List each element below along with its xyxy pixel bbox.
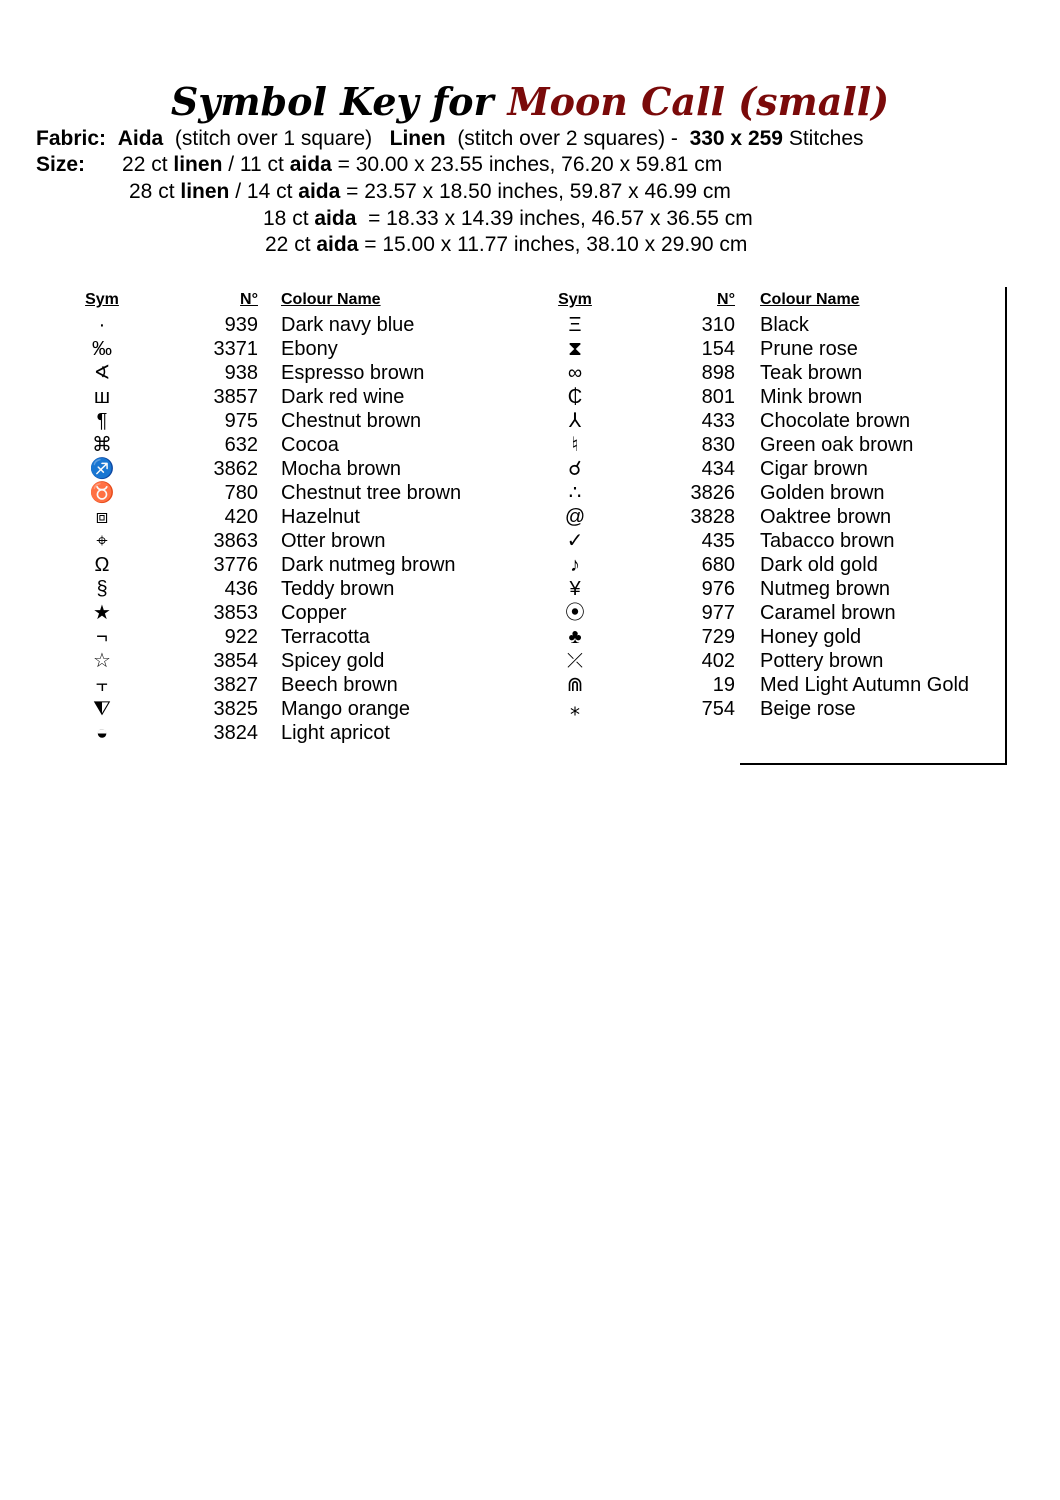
symbol-glyph: Ξ — [568, 314, 582, 336]
colour-name: Golden brown — [760, 482, 885, 504]
colour-name: Beige rose — [760, 698, 856, 720]
symbol-glyph: ⧈ — [95, 506, 109, 528]
table-row — [82, 601, 522, 625]
header-sym: Sym — [85, 291, 119, 308]
floss-number: 830 — [701, 434, 735, 456]
floss-number: 975 — [224, 410, 258, 432]
size-dimensions: = 18.33 x 14.39 inches, 46.57 x 36.55 cm — [362, 207, 753, 230]
colour-name: Mango orange — [281, 698, 410, 720]
table-row — [82, 721, 522, 745]
table-row — [555, 649, 1010, 673]
header-colour-name: Colour Name — [760, 291, 860, 308]
colour-name: Spicey gold — [281, 650, 385, 672]
table-border-right — [1005, 287, 1007, 765]
floss-number: 434 — [701, 458, 735, 480]
table-row — [82, 553, 522, 577]
table-row — [555, 337, 1010, 361]
title-prefix: Symbol Key for — [170, 79, 494, 124]
table-row — [82, 457, 522, 481]
table-row — [82, 361, 522, 385]
symbol-glyph: ¶ — [96, 410, 108, 432]
table-row — [555, 409, 1010, 433]
stitch-count: 330 x 259 — [689, 127, 783, 150]
fabric-line — [36, 126, 864, 152]
colour-name: Dark navy blue — [281, 314, 415, 336]
size-fabric: aida — [316, 233, 359, 256]
table-row — [555, 577, 1010, 601]
symbol-glyph: ♣ — [568, 626, 582, 648]
table-row — [555, 505, 1010, 529]
symbol-glyph: ♮ — [571, 434, 579, 456]
table-row — [82, 409, 522, 433]
fabric-aida: Aida — [117, 127, 164, 150]
symbol-glyph: ⋒ — [566, 674, 584, 696]
colour-name: Chestnut tree brown — [281, 482, 462, 504]
colour-name: Teddy brown — [281, 578, 395, 600]
colour-name: Prune rose — [760, 338, 858, 360]
floss-number: 420 — [224, 506, 258, 528]
colour-name: Copper — [281, 602, 347, 624]
table-row — [82, 673, 522, 697]
table-row — [82, 433, 522, 457]
floss-number: 3853 — [213, 602, 258, 624]
symbol-glyph: ⦿ — [565, 602, 585, 624]
floss-number: 939 — [224, 314, 258, 336]
header-number: N° — [717, 291, 735, 308]
symbol-glyph: · — [98, 314, 106, 336]
size-dimensions: = 15.00 x 11.77 inches, 38.10 x 29.90 cm — [364, 233, 748, 256]
table-border-bottom — [740, 763, 1007, 765]
size-count: 28 ct — [129, 180, 175, 203]
table-header — [82, 289, 522, 313]
symbol-glyph: Ω — [94, 554, 110, 576]
colour-name: Med Light Autumn Gold — [760, 674, 970, 696]
colour-name: Green oak brown — [760, 434, 914, 456]
table-row — [555, 601, 1010, 625]
size-dimensions: = 30.00 x 23.55 inches, 76.20 x 59.81 cm — [337, 153, 723, 176]
table-row — [82, 313, 522, 337]
symbol-glyph: ◒ — [95, 722, 109, 744]
symbol-glyph: ∴ — [568, 482, 582, 504]
colour-name: Espresso brown — [281, 362, 425, 384]
header-colour-name: Colour Name — [281, 291, 381, 308]
symbol-glyph: ‰ — [92, 338, 112, 360]
floss-number: 801 — [701, 386, 735, 408]
floss-number: 3854 — [213, 650, 258, 672]
table-header — [555, 289, 1010, 313]
floss-number: 3826 — [690, 482, 735, 504]
table-row — [82, 385, 522, 409]
floss-number: 729 — [701, 626, 735, 648]
floss-number: 310 — [701, 314, 735, 336]
floss-number: 3827 — [213, 674, 258, 696]
size-count: / 11 ct — [228, 153, 284, 176]
size-count: / 14 ct — [235, 180, 293, 203]
symbol-glyph: ⅄ — [568, 410, 582, 432]
colour-name: Mocha brown — [281, 458, 402, 480]
colour-name: Caramel brown — [760, 602, 896, 624]
pattern-name: Moon Call (small) — [507, 79, 890, 124]
table-row — [555, 361, 1010, 385]
symbol-glyph: ⌘ — [92, 434, 112, 456]
fabric-label: Fabric: — [36, 127, 107, 150]
symbol-glyph: § — [96, 578, 108, 600]
symbol-glyph: ☆ — [93, 650, 111, 672]
size-fabric: aida — [314, 207, 357, 230]
colour-name: Oaktree brown — [760, 506, 892, 528]
colour-name: Chestnut brown — [281, 410, 422, 432]
table-row — [82, 481, 522, 505]
size-fabric: linen — [180, 180, 230, 203]
symbol-glyph: ¥ — [569, 578, 581, 600]
size-line-1 — [36, 152, 722, 178]
floss-number: 938 — [224, 362, 258, 384]
fabric-linen: Linen — [389, 127, 446, 150]
symbol-glyph: ★ — [93, 602, 111, 624]
floss-number: 898 — [701, 362, 735, 384]
table-row — [82, 529, 522, 553]
floss-number: 3857 — [213, 386, 258, 408]
fabric-aida-note: (stitch over 1 square) — [174, 127, 373, 150]
floss-number: 780 — [224, 482, 258, 504]
colour-name: Terracotta — [281, 626, 370, 648]
colour-name: Chocolate brown — [760, 410, 911, 432]
colour-name: Dark old gold — [760, 554, 878, 576]
size-line-4 — [265, 232, 747, 258]
symbol-glyph: ¬ — [96, 626, 108, 648]
floss-number: 3371 — [213, 338, 258, 360]
floss-number: 402 — [701, 650, 735, 672]
floss-number: 754 — [701, 698, 735, 720]
size-count: 18 ct — [263, 207, 309, 230]
symbol-glyph: ⌖ — [96, 530, 108, 552]
table-row — [555, 625, 1010, 649]
floss-number: 3863 — [213, 530, 258, 552]
symbol-glyph: @ — [564, 506, 586, 528]
fabric-linen-note: (stitch over 2 squares) - — [457, 127, 678, 150]
table-row — [555, 433, 1010, 457]
colour-name: Honey gold — [760, 626, 862, 648]
table-row — [555, 697, 1010, 721]
symbol-glyph: ⁎ — [570, 698, 580, 720]
table-row — [555, 313, 1010, 337]
size-line-3 — [263, 206, 753, 232]
table-row — [82, 577, 522, 601]
table-row — [555, 385, 1010, 409]
symbol-glyph: ш — [93, 386, 111, 408]
symbol-glyph: ⧨ — [93, 698, 111, 720]
floss-number: 976 — [701, 578, 735, 600]
table-row — [82, 505, 522, 529]
symbol-key-right — [555, 289, 1010, 721]
size-count: 22 ct — [122, 153, 168, 176]
size-fabric: aida — [289, 153, 332, 176]
table-row — [555, 553, 1010, 577]
header-sym: Sym — [558, 291, 592, 308]
colour-name: Light apricot — [281, 722, 390, 744]
colour-name: Nutmeg brown — [760, 578, 891, 600]
floss-number: 680 — [701, 554, 735, 576]
floss-number: 436 — [224, 578, 258, 600]
floss-number: 632 — [224, 434, 258, 456]
size-fabric: aida — [298, 180, 341, 203]
colour-name: Beech brown — [281, 674, 398, 696]
colour-name: Dark nutmeg brown — [281, 554, 456, 576]
symbol-glyph: ♪ — [570, 554, 580, 576]
header-number: N° — [240, 291, 258, 308]
colour-name: Black — [760, 314, 809, 336]
floss-number: 154 — [701, 338, 735, 360]
floss-number: 977 — [701, 602, 735, 624]
table-row — [82, 697, 522, 721]
floss-number: 3776 — [213, 554, 258, 576]
table-row — [555, 673, 1010, 697]
table-row — [555, 457, 1010, 481]
size-fabric: linen — [173, 153, 223, 176]
floss-number: 922 — [224, 626, 258, 648]
floss-number: 19 — [712, 674, 735, 696]
colour-name: Pottery brown — [760, 650, 884, 672]
floss-number: 3825 — [213, 698, 258, 720]
colour-name: Hazelnut — [281, 506, 360, 528]
colour-name: Teak brown — [760, 362, 863, 384]
colour-name: Dark red wine — [281, 386, 405, 408]
symbol-glyph: ♉ — [89, 482, 115, 504]
page-title — [0, 78, 1060, 126]
colour-name: Cocoa — [281, 434, 339, 456]
symbol-glyph: ⧗ — [567, 338, 583, 360]
symbol-glyph: ∢ — [93, 362, 111, 384]
table-row — [555, 529, 1010, 553]
table-row — [555, 481, 1010, 505]
table-row — [82, 625, 522, 649]
colour-name: Otter brown — [281, 530, 386, 552]
size-label: Size: — [36, 153, 86, 176]
symbol-glyph: ⫟ — [95, 674, 109, 696]
colour-name: Tabacco brown — [760, 530, 895, 552]
symbol-glyph: ⤫ — [567, 650, 583, 672]
symbol-key-left — [82, 289, 522, 745]
colour-name: Cigar brown — [760, 458, 868, 480]
colour-name: Mink brown — [760, 386, 863, 408]
symbol-glyph: ✓ — [566, 530, 584, 552]
floss-number: 3828 — [690, 506, 735, 528]
symbol-glyph: ∞ — [567, 362, 583, 384]
floss-number: 433 — [701, 410, 735, 432]
size-count: 22 ct — [265, 233, 311, 256]
floss-number: 3824 — [213, 722, 258, 744]
symbol-glyph: ♐ — [89, 458, 115, 480]
stitch-word: Stitches — [788, 127, 864, 150]
symbol-glyph: ₵ — [567, 386, 583, 408]
table-row — [82, 337, 522, 361]
size-dimensions: = 23.57 x 18.50 inches, 59.87 x 46.99 cm — [346, 180, 731, 203]
symbol-glyph: ☌ — [568, 458, 582, 480]
floss-number: 3862 — [213, 458, 258, 480]
table-row — [82, 649, 522, 673]
size-line-2 — [129, 179, 731, 205]
colour-name: Ebony — [281, 338, 338, 360]
floss-number: 435 — [701, 530, 735, 552]
